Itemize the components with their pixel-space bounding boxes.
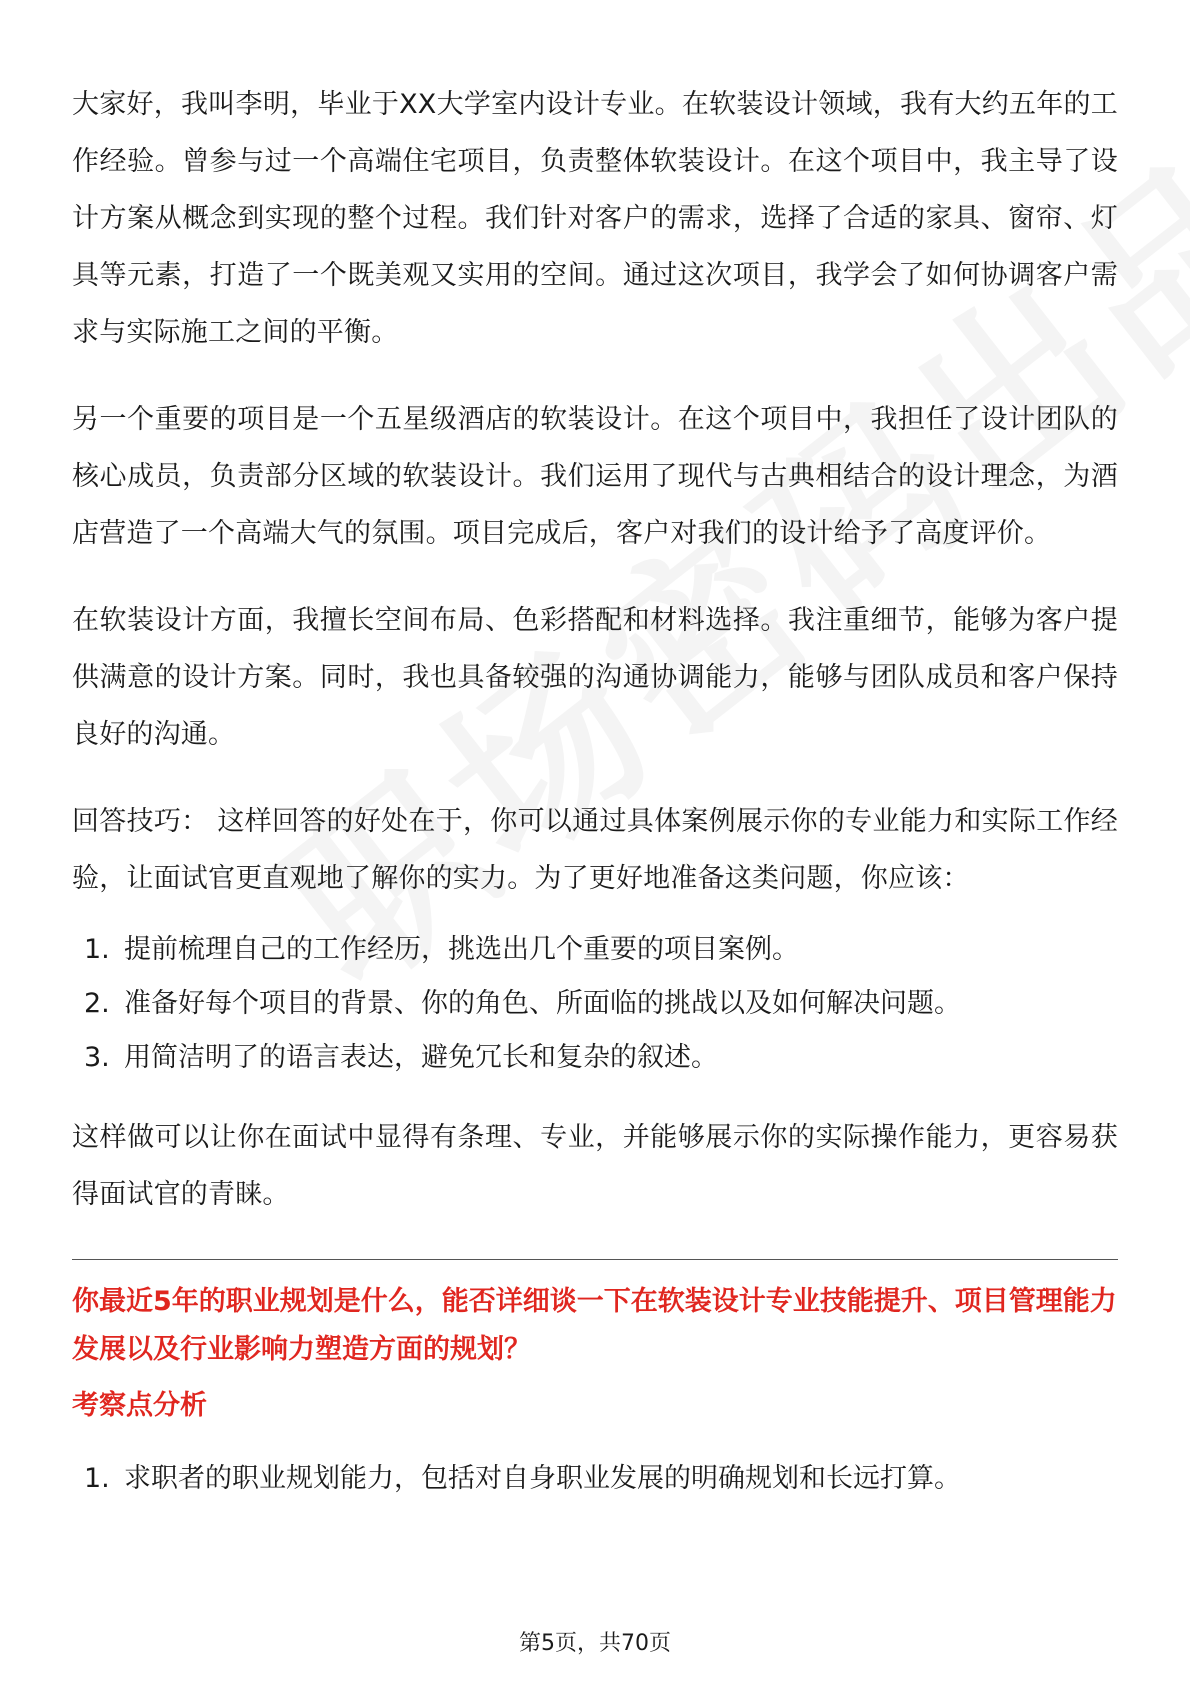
tips-list (72, 923, 1118, 1085)
question-heading: 你最近5年的职业规划是什么，能否详细谈一下在软装设计专业技能提升、项目管理能力发展以及行业影响力塑造方面的规划？ (72, 1286, 1117, 1365)
list-item (72, 923, 1118, 977)
list-item (72, 1452, 1118, 1506)
paragraph-answer-tips: 回答技巧： 这样回答的好处在于，你可以通过具体案例展示你的专业能力和实际工作经验，让面试官更直观地了解你的实力。为了更好地准备这类问题，你应该： (72, 806, 1118, 894)
list-number: 1. (84, 934, 110, 965)
list-text: 用简洁明了的语言表达，避免冗长和复杂的叙述。 (124, 1042, 718, 1073)
list-text: 求职者的职业规划能力，包括对自身职业发展的明确规划和长远打算。 (124, 1463, 961, 1494)
list-number: 1. (84, 1463, 110, 1494)
list-item (72, 1031, 1118, 1085)
list-number: 2. (84, 988, 110, 1019)
section-divider (72, 1259, 1118, 1260)
paragraph-skills: 在软装设计方面，我擅长空间布局、色彩搭配和材料选择。我注重细节，能够为客户提供满意的设计方案。同时，我也具备较强的沟通协调能力，能够与团队成员和客户保持良好的沟通。 (72, 605, 1118, 750)
paragraph-intro: 大家好，我叫李明，毕业于XX大学室内设计专业。在软装设计领域，我有大约五年的工作经验。曾参与过一个高端住宅项目，负责整体软装设计。在这个项目中，我主导了设计方案从概念到实现的整个过程。我们针对客户的需求，选择了合适的家具、窗帘、灯具等元素，打造了一个既美观又实用的空间。通过这次项目，我学会了如何协调客户需求与实际施工之间的平衡。 (72, 89, 1118, 348)
list-text: 提前梳理自己的工作经历，挑选出几个重要的项目案例。 (124, 934, 799, 965)
list-text: 准备好每个项目的背景、你的角色、所面临的挑战以及如何解决问题。 (124, 988, 961, 1019)
analysis-list (72, 1452, 1118, 1506)
paragraph-hotel-project: 另一个重要的项目是一个五星级酒店的软装设计。在这个项目中，我担任了设计团队的核心成员，负责部分区域的软装设计。我们运用了现代与古典相结合的设计理念，为酒店营造了一个高端大气的氛围。项目完成后，客户对我们的设计给予了高度评价。 (72, 404, 1118, 549)
list-number: 3. (84, 1042, 110, 1073)
page-footer: 第5页，共70页 (519, 1631, 671, 1656)
list-item (72, 977, 1118, 1031)
document-body (72, 76, 1118, 1530)
paragraph-closing: 这样做可以让你在面试中显得有条理、专业，并能够展示你的实际操作能力，更容易获得面试官的青睐。 (72, 1122, 1118, 1210)
analysis-heading: 考察点分析 (72, 1390, 207, 1421)
